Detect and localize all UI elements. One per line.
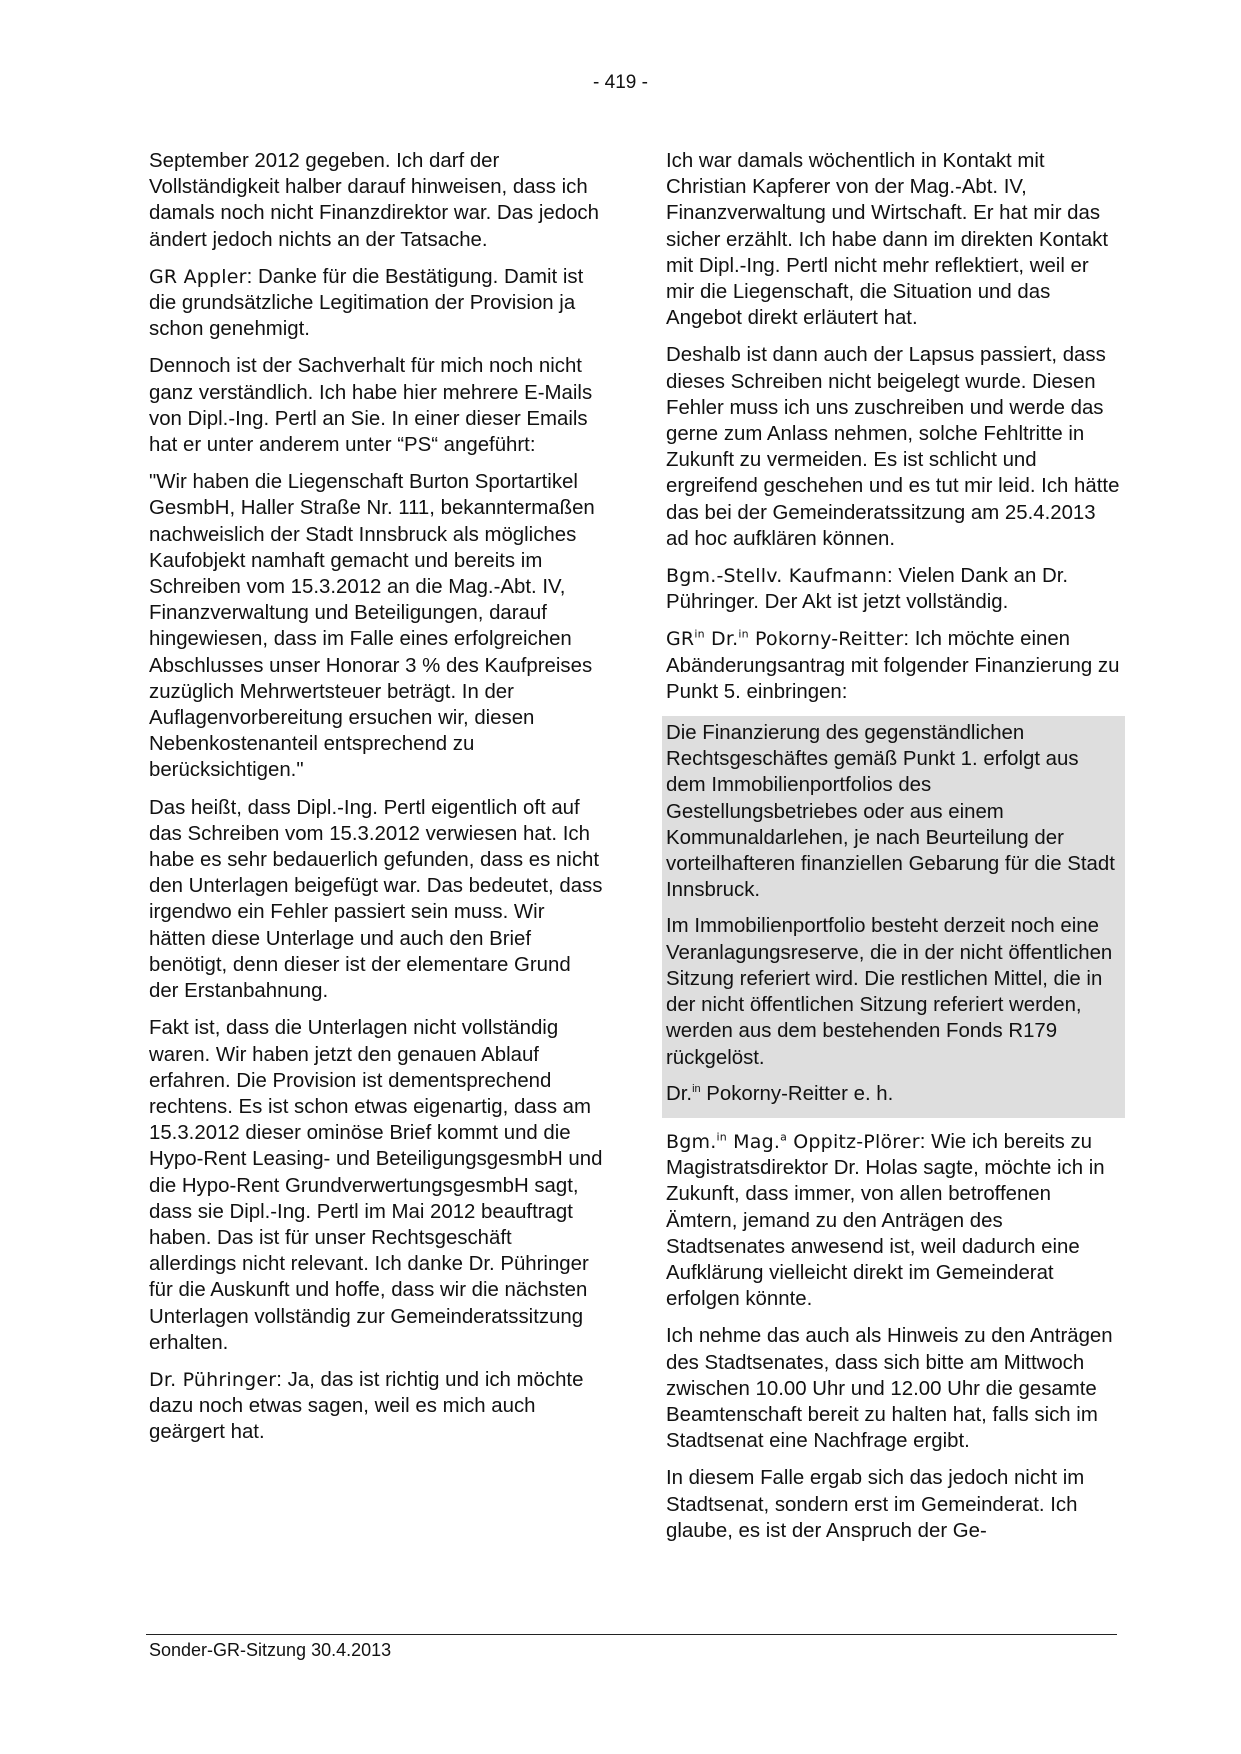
- left-column: [149, 148, 604, 1457]
- paragraph: [666, 563, 1121, 615]
- speaker-name: GR Appler: [149, 265, 247, 288]
- motion-paragraph: Die Finanzierung des gegenständlichen Rechtsgeschäftes gemäß Punkt 1. erfolgt aus dem Immobilienportfolios des Gestellungsbetriebes oder aus einem Kommunaldarlehen, je nach Beurteilung der vorteilhafteren finanziellen Gebarung für die Stadt Innsbruck.: [666, 722, 1115, 902]
- motion-text-box: [662, 716, 1125, 1118]
- speaker-name: Bgm.$^{in}$ Mag.$^a$ Oppitz-Plörer: [666, 1130, 920, 1153]
- paragraph: Deshalb ist dann auch der Lapsus passiert, dass dieses Schreiben nicht beigelegt wurde. Diesen Fehler muss ich uns zuschreiben und werde das gerne zum Anlass nehmen, solche Fehltritte in Zukunft zu vermeiden. Es ist schlicht und ergreifend geschehen und es tut mir leid. Ich hätte das bei der Gemeinderatssitzung am 25.4.2013 ad hoc aufklären können.: [666, 344, 1120, 550]
- page-number: - 419 -: [593, 72, 648, 93]
- right-column: [666, 148, 1121, 1555]
- paragraph: [149, 264, 604, 343]
- paragraph: Ich nehme das auch als Hinweis zu den Anträgen des Stadtsenates, dass sich bitte am Mittwoch zwischen 10.00 Uhr und 12.00 Uhr die gesamte Beamtenschaft bereit zu halten hat, falls sich im Stadtsenat eine Nachfrage ergibt.: [666, 1325, 1113, 1453]
- paragraph: September 2012 gegeben. Ich darf der Vollständigkeit halber darauf hinweisen, dass ich damals noch nicht Finanzdirektor war. Das jedoch ändert jedoch nichts an der Tatsache.: [149, 150, 599, 251]
- motion-paragraph: Im Immobilienportfolio besteht derzeit noch eine Veranlagungsreserve, die in der nicht öffentlichen Sitzung referiert wird. Die restlichen Mittel, die in der nicht öffentlichen Sitzung referiert werden, werden aus dem bestehenden Fonds R179 rückgelöst.: [666, 915, 1113, 1069]
- footer-rule: [146, 1634, 1117, 1635]
- motion-signature: Dr.$^{in}$ Pokorny-Reitter e. h.: [666, 1082, 894, 1105]
- paragraph: In diesem Falle ergab sich das jedoch nicht im Stadtsenat, sondern erst im Gemeinderat. Ich glaube, es ist der Anspruch der Ge-: [666, 1467, 1085, 1542]
- speaker-name: Dr. Pühringer: [149, 1368, 277, 1391]
- speech-text: : Ich möchte einen Abänderungsantrag mit folgender Finanzierung zu Punkt 5. einbringen:: [666, 628, 1120, 703]
- speech-text: : Wie ich bereits zu Magistratsdirektor Dr. Holas sagte, möchte ich in Zukunft, dass immer, von allen betroffenen Ämtern, jemand zu den Anträgen des Stadtsenates anwesend ist, weil dadurch eine Aufklärung vielleicht direkt im Gemeinderat erfolgen könnte.: [666, 1130, 1105, 1311]
- speaker-name: Bgm.-Stellv. Kaufmann: [666, 565, 888, 588]
- paragraph: Das heißt, dass Dipl.-Ing. Pertl eigentlich oft auf das Schreiben vom 15.3.2012 verwiesen hat. Ich habe es sehr bedauerlich gefunden, dass es nicht den Unterlagen beigefügt war. Das bedeutet, dass irgendwo ein Fehler passiert sein muss. Wir hätten diese Unterlage und auch den Brief benötigt, denn dieser ist der elementare Grund der Erstanbahnung.: [149, 796, 603, 1003]
- speaker-name: $GR^{in}$ Dr.$^{in}$ Pokorny-Reitter: [666, 628, 904, 651]
- speech-text: : Ja, das ist richtig und ich möchte dazu noch etwas sagen, weil es mich auch geärgert hat.: [149, 1368, 584, 1444]
- quotation: "Wir haben die Liegenschaft Burton Sportartikel GesmbH, Haller Straße Nr. 111, bekanntermaßen nachweislich der Stadt Innsbruck als mögliches Kaufobjekt namhaft gemacht und bereits im Schreiben vom 15.3.2012 an die Mag.-Abt. IV, Finanzverwaltung und Beteiligungen, darauf hingewiesen, dass im Falle eines erfolgreichen Abschlusses unser Honorar 3 % des Kaufpreises zuzüglich Mehrwertsteuer beträgt. In der Auflagenvorbereitung ersuchen wir, diesen Nebenkostenanteil entsprechend zu berücksichtigen.": [149, 471, 595, 782]
- speech-text: : Danke für die Bestätigung. Damit ist die grundsätzliche Legitimation der Provision ja schon genehmigt.: [149, 265, 584, 341]
- speech-text: : Vielen Dank an Dr. Pühringer. Der Akt ist jetzt vollständig.: [666, 565, 1069, 614]
- paragraph: [666, 1129, 1121, 1312]
- paragraph: [149, 1367, 604, 1446]
- paragraph: Ich war damals wöchentlich in Kontakt mit Christian Kapferer von der Mag.-Abt. IV, Finanzverwaltung und Wirtschaft. Er hat mir das sicher erzählt. Ich habe dann im direkten Kontakt mit Dipl.-Ing. Pertl nicht mehr reflektiert, weil er mir die Liegenschaft, die Situation und das Angebot direkt erläutert hat.: [666, 150, 1109, 330]
- footer-text: Sonder-GR-Sitzung 30.4.2013: [149, 1640, 392, 1660]
- paragraph: Fakt ist, dass die Unterlagen nicht vollständig waren. Wir haben jetzt den genauen Ablauf erfahren. Die Provision ist dementsprechend rechtens. Es ist schon etwas eigenartig, dass am 15.3.2012 dieser ominöse Brief kommt und die Hypo-Rent Leasing- und BeteiligungsgesmbH und die Hypo-Rent GrundverwertungsgesmbH sagt, dass sie Dipl.-Ing. Pertl im Mai 2012 beauftragt haben. Das ist für unser Rechtsgeschäft allerdings nicht relevant. Ich danke Dr. Pühringer für die Auskunft und hoffe, dass wir die nächsten Unterlagen vollständig zur Gemeinderatssitzung erhalten.: [149, 1017, 603, 1354]
- paragraph: [666, 626, 1121, 705]
- paragraph: Dennoch ist der Sachverhalt für mich noch nicht ganz verständlich. Ich habe hier mehrere E-Mails von Dipl.-Ing. Pertl an Sie. In einer dieser Emails hat er unter anderem unter “PS“ angeführt:: [149, 355, 593, 457]
